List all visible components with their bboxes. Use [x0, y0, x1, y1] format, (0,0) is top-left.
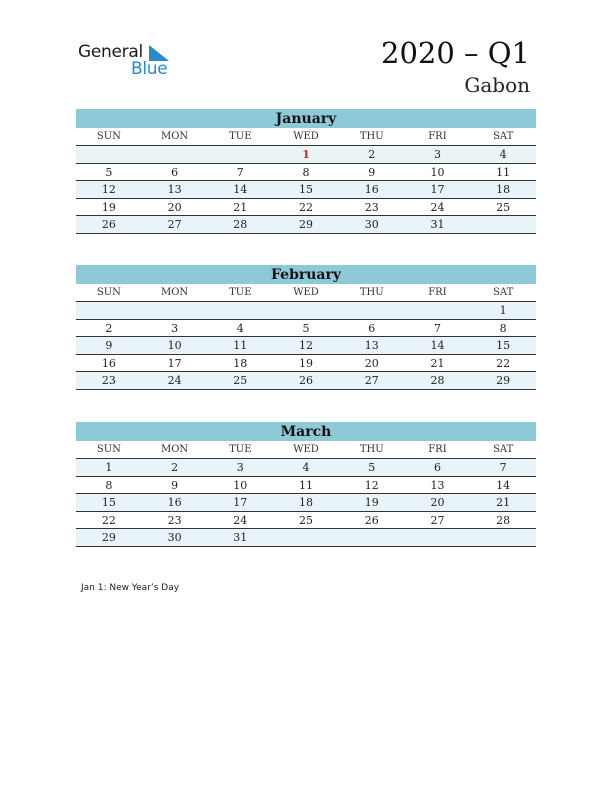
- day-cell: 28: [233, 218, 248, 231]
- day-cell: 16: [364, 183, 379, 196]
- day-cell: 12: [299, 339, 314, 352]
- weekday-label: SAT: [493, 444, 514, 455]
- weekday-label: THU: [359, 131, 384, 142]
- day-cell: 4: [236, 321, 244, 335]
- day-cell: 21: [233, 200, 248, 214]
- week-row: [76, 181, 536, 199]
- day-cell: 22: [299, 200, 314, 214]
- day-cell: 8: [499, 321, 507, 335]
- empty-day-cell: [76, 146, 142, 163]
- weekday-label: WED: [293, 444, 319, 455]
- day-cell: 28: [430, 374, 445, 387]
- day-cell: 18: [233, 356, 248, 370]
- day-cell: 11: [496, 165, 511, 179]
- week-row: [76, 216, 536, 234]
- day-cell: 13: [430, 478, 445, 492]
- month-name: March: [76, 422, 536, 441]
- day-cell: 5: [302, 321, 310, 335]
- day-cell: 20: [364, 356, 379, 370]
- day-cell: 16: [167, 496, 182, 509]
- day-cell: 21: [430, 356, 445, 370]
- day-cell: 3: [433, 148, 441, 161]
- day-cell: 23: [364, 200, 379, 214]
- brand-word-blue: Blue: [131, 59, 168, 79]
- month-march: [76, 422, 536, 547]
- weekday-label: TUE: [229, 287, 252, 298]
- day-cell: 2: [368, 148, 376, 161]
- day-cell: 24: [430, 200, 445, 214]
- empty-day-cell: [339, 302, 405, 319]
- week-row: [76, 355, 536, 373]
- day-cell: 2: [171, 461, 179, 474]
- day-cell: 5: [105, 165, 113, 179]
- day-cell: 12: [364, 478, 379, 492]
- day-cell: 29: [101, 531, 116, 544]
- day-cell: 11: [233, 339, 248, 352]
- weekday-label: MON: [160, 131, 189, 142]
- day-cell: 7: [433, 321, 441, 335]
- week-row: [76, 337, 536, 355]
- day-cell: 16: [101, 356, 116, 370]
- weekday-label: FRI: [428, 131, 447, 142]
- week-row: [76, 164, 536, 182]
- country-name: Gabon: [464, 73, 530, 97]
- weekday-label: SUN: [96, 287, 121, 298]
- day-cell: 9: [105, 339, 113, 352]
- day-cell: 14: [233, 183, 248, 196]
- day-cell: 2: [105, 321, 113, 335]
- weekday-label: MON: [160, 444, 189, 455]
- day-cell: 26: [101, 218, 116, 231]
- weekday-label: SAT: [493, 131, 514, 142]
- day-cell: 26: [299, 374, 314, 387]
- day-cell: 8: [105, 478, 113, 492]
- empty-day-cell: [405, 529, 471, 546]
- day-cell: 23: [101, 374, 116, 387]
- empty-day-cell: [470, 216, 536, 233]
- day-cell: 29: [299, 218, 314, 231]
- day-cell: 17: [233, 496, 248, 509]
- day-cell: 15: [496, 339, 511, 352]
- day-cell: 3: [171, 321, 179, 335]
- empty-day-cell: [470, 529, 536, 546]
- day-cell: 4: [302, 461, 310, 474]
- day-cell: 12: [101, 183, 116, 196]
- weekday-label: SUN: [96, 131, 121, 142]
- week-row: [76, 199, 536, 217]
- weekday-label: SAT: [493, 287, 514, 298]
- day-cell: 27: [430, 513, 445, 527]
- weekday-label: SUN: [96, 444, 121, 455]
- day-cell: 11: [299, 478, 314, 492]
- holiday-note: Jan 1: New Year’s Day: [81, 583, 180, 593]
- day-cell: 20: [430, 496, 445, 509]
- day-cell: 25: [496, 200, 511, 214]
- day-cell: 25: [299, 513, 314, 527]
- week-row: [76, 146, 536, 164]
- weekday-label: THU: [359, 444, 384, 455]
- day-cell: 31: [233, 531, 248, 544]
- day-cell: 27: [364, 374, 379, 387]
- empty-day-cell: [405, 302, 471, 319]
- day-cell: 1: [499, 304, 507, 317]
- day-cell: 14: [430, 339, 445, 352]
- day-cell: 19: [299, 356, 314, 370]
- week-row: [76, 494, 536, 512]
- day-cell: 18: [299, 496, 314, 509]
- day-cell: 28: [496, 513, 511, 527]
- day-cell: 31: [430, 218, 445, 231]
- day-cell: 10: [430, 165, 445, 179]
- day-cell: 1: [302, 148, 310, 161]
- day-cell: 6: [433, 461, 441, 474]
- day-cell: 9: [171, 478, 179, 492]
- day-cell: 20: [167, 200, 182, 214]
- day-cell: 30: [364, 218, 379, 231]
- weekday-label: THU: [359, 287, 384, 298]
- day-cell: 10: [167, 339, 182, 352]
- day-cell: 21: [496, 496, 511, 509]
- day-cell: 24: [233, 513, 248, 527]
- day-cell: 23: [167, 513, 182, 527]
- month-february: [76, 265, 536, 390]
- empty-day-cell: [142, 146, 208, 163]
- weekday-header-row: [76, 441, 536, 459]
- day-cell: 9: [368, 165, 376, 179]
- weekday-label: TUE: [229, 444, 252, 455]
- weekday-label: FRI: [428, 444, 447, 455]
- day-cell: 13: [167, 183, 182, 196]
- week-row: [76, 320, 536, 338]
- day-cell: 5: [368, 461, 376, 474]
- empty-day-cell: [207, 146, 273, 163]
- day-cell: 17: [430, 183, 445, 196]
- day-cell: 18: [496, 183, 511, 196]
- week-row: [76, 512, 536, 530]
- day-cell: 19: [364, 496, 379, 509]
- day-cell: 22: [496, 356, 511, 370]
- day-cell: 15: [299, 183, 314, 196]
- day-cell: 10: [233, 478, 248, 492]
- empty-day-cell: [207, 302, 273, 319]
- week-row: [76, 459, 536, 477]
- week-row: [76, 477, 536, 495]
- empty-day-cell: [273, 302, 339, 319]
- empty-day-cell: [142, 302, 208, 319]
- brand-word-general: General: [78, 42, 143, 62]
- weekday-label: FRI: [428, 287, 447, 298]
- day-cell: 6: [171, 165, 179, 179]
- week-row: [76, 372, 536, 390]
- day-cell: 4: [499, 148, 507, 161]
- day-cell: 7: [236, 165, 244, 179]
- day-cell: 19: [101, 200, 116, 214]
- day-cell: 26: [364, 513, 379, 527]
- week-row: [76, 302, 536, 320]
- empty-day-cell: [273, 529, 339, 546]
- brand-logo: [78, 42, 188, 82]
- week-row: [76, 529, 536, 547]
- day-cell: 13: [364, 339, 379, 352]
- day-cell: 17: [167, 356, 182, 370]
- weekday-header-row: [76, 128, 536, 146]
- day-cell: 14: [496, 478, 511, 492]
- empty-day-cell: [76, 302, 142, 319]
- weekday-label: WED: [293, 287, 319, 298]
- weekday-label: WED: [293, 131, 319, 142]
- weekday-label: MON: [160, 287, 189, 298]
- day-cell: 8: [302, 165, 310, 179]
- page-title: 2020 – Q1: [381, 36, 530, 70]
- weekday-label: TUE: [229, 131, 252, 142]
- day-cell: 24: [167, 374, 182, 387]
- month-name: February: [76, 265, 536, 284]
- day-cell: 25: [233, 374, 248, 387]
- day-cell: 3: [236, 461, 244, 474]
- day-cell: 15: [101, 496, 116, 509]
- day-cell: 22: [101, 513, 116, 527]
- weekday-header-row: [76, 284, 536, 302]
- month-name: January: [76, 109, 536, 128]
- day-cell: 1: [105, 461, 113, 474]
- day-cell: 27: [167, 218, 182, 231]
- day-cell: 7: [499, 461, 507, 474]
- day-cell: 6: [368, 321, 376, 335]
- empty-day-cell: [339, 529, 405, 546]
- day-cell: 29: [496, 374, 511, 387]
- month-january: [76, 109, 536, 234]
- day-cell: 30: [167, 531, 182, 544]
